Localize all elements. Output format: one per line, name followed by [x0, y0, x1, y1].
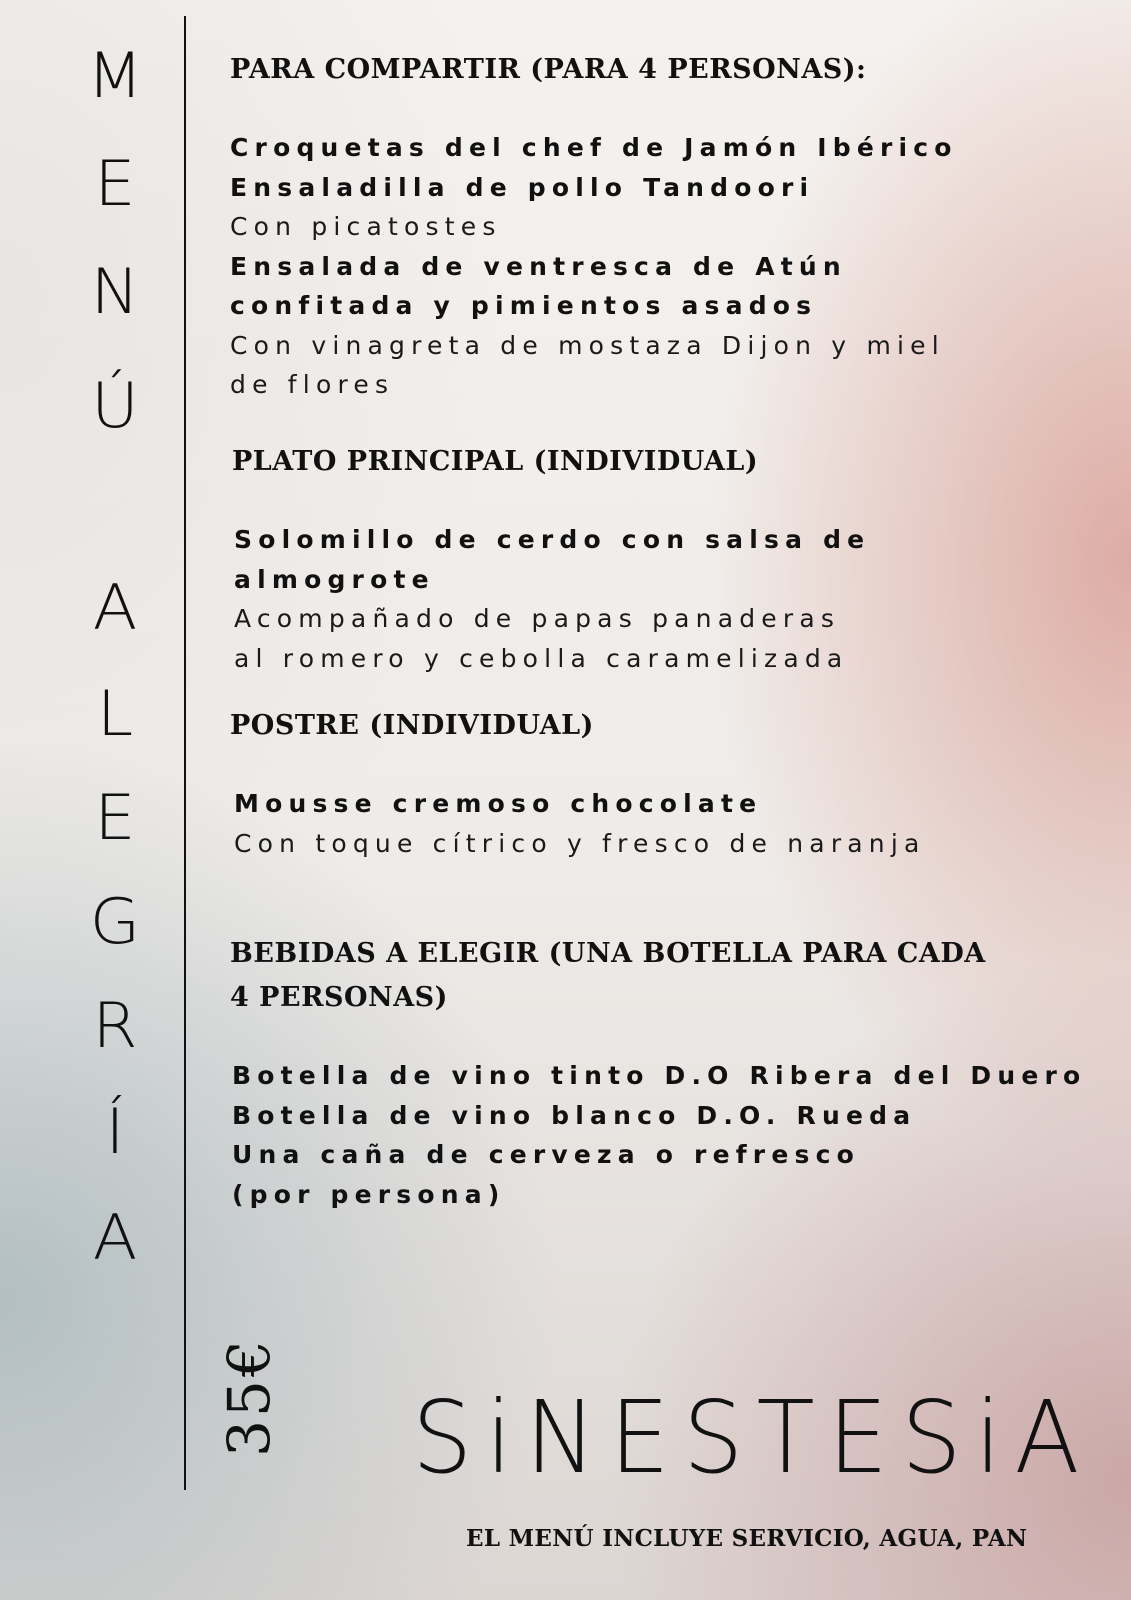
title-letter: R	[92, 989, 138, 1062]
section-items-compartir	[230, 128, 958, 405]
menu-item: confitada y pimientos asados	[230, 291, 818, 320]
menu-item-description: Con toque cítrico y fresco de naranja	[234, 828, 926, 858]
menu-item: Croquetas del chef de Jamón Ibérico	[230, 133, 958, 162]
menu-item: Una caña de cerveza o refresco	[232, 1140, 860, 1169]
price-text: 35€	[215, 1337, 283, 1457]
title-letter: G	[89, 885, 141, 958]
title-letter: Í	[105, 1095, 125, 1168]
title-letter: N	[90, 255, 140, 328]
section-items-bebidas	[232, 1056, 1086, 1214]
section-items-principal	[234, 520, 870, 678]
menu-item: (por persona)	[232, 1179, 506, 1209]
heading-line: 4 PERSONAS)	[230, 982, 448, 1013]
menu-item-description: de flores	[230, 370, 395, 399]
title-letter: E	[94, 147, 136, 220]
title-letter: A	[92, 1201, 138, 1274]
brand-logo: SiNESTESiA	[412, 1379, 1093, 1496]
menu-item: Mousse cremoso chocolate	[234, 789, 763, 818]
menu-item-description: Con picatostes	[230, 212, 502, 241]
menu-item: almogrote	[234, 564, 435, 594]
menu-item: Ensalada de ventresca de Atún	[230, 251, 847, 281]
title-letter: E	[94, 781, 136, 854]
section-heading-postre: POSTRE (INDIVIDUAL)	[230, 710, 594, 741]
footer-note: EL MENÚ INCLUYE SERVICIO, AGUA, PAN	[466, 1525, 1028, 1552]
section-items-postre	[234, 784, 926, 863]
title-letter: A	[92, 571, 138, 644]
title-letter: M	[86, 39, 144, 112]
menu-item-description: Acompañado de papas panaderas	[234, 604, 841, 633]
section-heading-bebidas	[230, 932, 986, 1020]
title-letter: L	[96, 677, 134, 750]
menu-item-description: al romero y cebolla caramelizada	[234, 643, 849, 673]
menu-item: Solomillo de cerdo con salsa de	[234, 525, 871, 554]
menu-item: Ensaladilla de pollo Tandoori	[230, 172, 815, 202]
vertical-divider	[184, 16, 186, 1490]
menu-item: Botella de vino blanco D.O. Rueda	[232, 1100, 917, 1130]
section-heading-principal: PLATO PRINCIPAL (INDIVIDUAL)	[232, 446, 759, 477]
menu-price	[214, 1312, 284, 1482]
title-letter: Ú	[91, 369, 139, 442]
section-heading-compartir: PARA COMPARTIR (PARA 4 PERSONAS):	[230, 54, 867, 85]
heading-line: BEBIDAS A ELEGIR (UNA BOTELLA PARA CADA	[230, 938, 986, 969]
menu-item: Botella de vino tinto D.O Ribera del Duero	[232, 1061, 1087, 1090]
menu-item-description: Con vinagreta de mostaza Dijon y miel	[230, 330, 945, 360]
